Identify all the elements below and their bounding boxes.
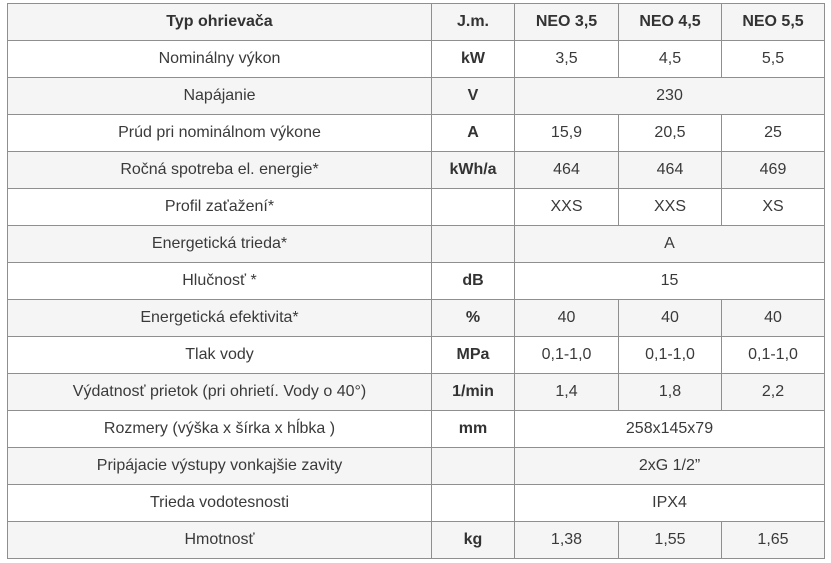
header-unit: J.m. [432, 4, 515, 41]
parameter-name-cell: Napájanie [8, 78, 432, 115]
value-neo-4-5-cell: 20,5 [619, 115, 722, 152]
parameter-name-cell: Hmotnosť [8, 522, 432, 559]
value-neo-5-5-cell: XS [722, 189, 825, 226]
table-body [8, 41, 825, 559]
unit-cell [432, 226, 515, 263]
table-row [8, 115, 825, 152]
table-row [8, 152, 825, 189]
table-row [8, 263, 825, 300]
header-heater-type: Typ ohrievača [8, 4, 432, 41]
unit-cell: V [432, 78, 515, 115]
merged-value-cell: A [515, 226, 825, 263]
parameter-name-cell: Profil zaťažení* [8, 189, 432, 226]
parameter-name-cell: Hlučnosť * [8, 263, 432, 300]
value-neo-3-5-cell: 15,9 [515, 115, 619, 152]
value-neo-3-5-cell: XXS [515, 189, 619, 226]
value-neo-5-5-cell: 0,1-1,0 [722, 337, 825, 374]
table-row [8, 300, 825, 337]
value-neo-5-5-cell: 2,2 [722, 374, 825, 411]
unit-cell: 1/min [432, 374, 515, 411]
value-neo-3-5-cell: 464 [515, 152, 619, 189]
table-row [8, 78, 825, 115]
value-neo-4-5-cell: XXS [619, 189, 722, 226]
table-row [8, 522, 825, 559]
parameter-name-cell: Trieda vodotesnosti [8, 485, 432, 522]
value-neo-3-5-cell: 1,4 [515, 374, 619, 411]
parameter-name-cell: Tlak vody [8, 337, 432, 374]
specifications-table [7, 3, 825, 559]
table-row [8, 337, 825, 374]
parameter-name-cell: Rozmery (výška x šírka x hĺbka ) [8, 411, 432, 448]
table-row [8, 41, 825, 78]
unit-cell [432, 189, 515, 226]
value-neo-3-5-cell: 1,38 [515, 522, 619, 559]
value-neo-5-5-cell: 1,65 [722, 522, 825, 559]
value-neo-3-5-cell: 3,5 [515, 41, 619, 78]
parameter-name-cell: Energetická trieda* [8, 226, 432, 263]
merged-value-cell: 15 [515, 263, 825, 300]
parameter-name-cell: Prúd pri nominálnom výkone [8, 115, 432, 152]
value-neo-4-5-cell: 0,1-1,0 [619, 337, 722, 374]
unit-cell: kWh/a [432, 152, 515, 189]
value-neo-4-5-cell: 40 [619, 300, 722, 337]
header-neo-3-5: NEO 3,5 [515, 4, 619, 41]
value-neo-5-5-cell: 469 [722, 152, 825, 189]
table-row [8, 189, 825, 226]
parameter-name-cell: Nominálny výkon [8, 41, 432, 78]
unit-cell [432, 448, 515, 485]
header-neo-4-5: NEO 4,5 [619, 4, 722, 41]
value-neo-4-5-cell: 1,8 [619, 374, 722, 411]
table-row [8, 485, 825, 522]
value-neo-3-5-cell: 0,1-1,0 [515, 337, 619, 374]
unit-cell: kW [432, 41, 515, 78]
unit-cell: mm [432, 411, 515, 448]
parameter-name-cell: Pripájacie výstupy vonkajšie zavity [8, 448, 432, 485]
value-neo-5-5-cell: 5,5 [722, 41, 825, 78]
value-neo-4-5-cell: 464 [619, 152, 722, 189]
header-neo-5-5: NEO 5,5 [722, 4, 825, 41]
table-row [8, 411, 825, 448]
value-neo-5-5-cell: 40 [722, 300, 825, 337]
merged-value-cell: 258x145x79 [515, 411, 825, 448]
merged-value-cell: IPX4 [515, 485, 825, 522]
table-header-row [8, 4, 825, 41]
parameter-name-cell: Ročná spotreba el. energie* [8, 152, 432, 189]
table-row [8, 448, 825, 485]
merged-value-cell: 230 [515, 78, 825, 115]
unit-cell: MPa [432, 337, 515, 374]
unit-cell: A [432, 115, 515, 152]
table-row [8, 226, 825, 263]
value-neo-4-5-cell: 1,55 [619, 522, 722, 559]
unit-cell [432, 485, 515, 522]
unit-cell: kg [432, 522, 515, 559]
unit-cell: % [432, 300, 515, 337]
parameter-name-cell: Energetická efektivita* [8, 300, 432, 337]
value-neo-3-5-cell: 40 [515, 300, 619, 337]
parameter-name-cell: Výdatnosť prietok (pri ohrietí. Vody o 40°) [8, 374, 432, 411]
value-neo-4-5-cell: 4,5 [619, 41, 722, 78]
value-neo-5-5-cell: 25 [722, 115, 825, 152]
table-row [8, 374, 825, 411]
unit-cell: dB [432, 263, 515, 300]
merged-value-cell: 2xG 1/2” [515, 448, 825, 485]
